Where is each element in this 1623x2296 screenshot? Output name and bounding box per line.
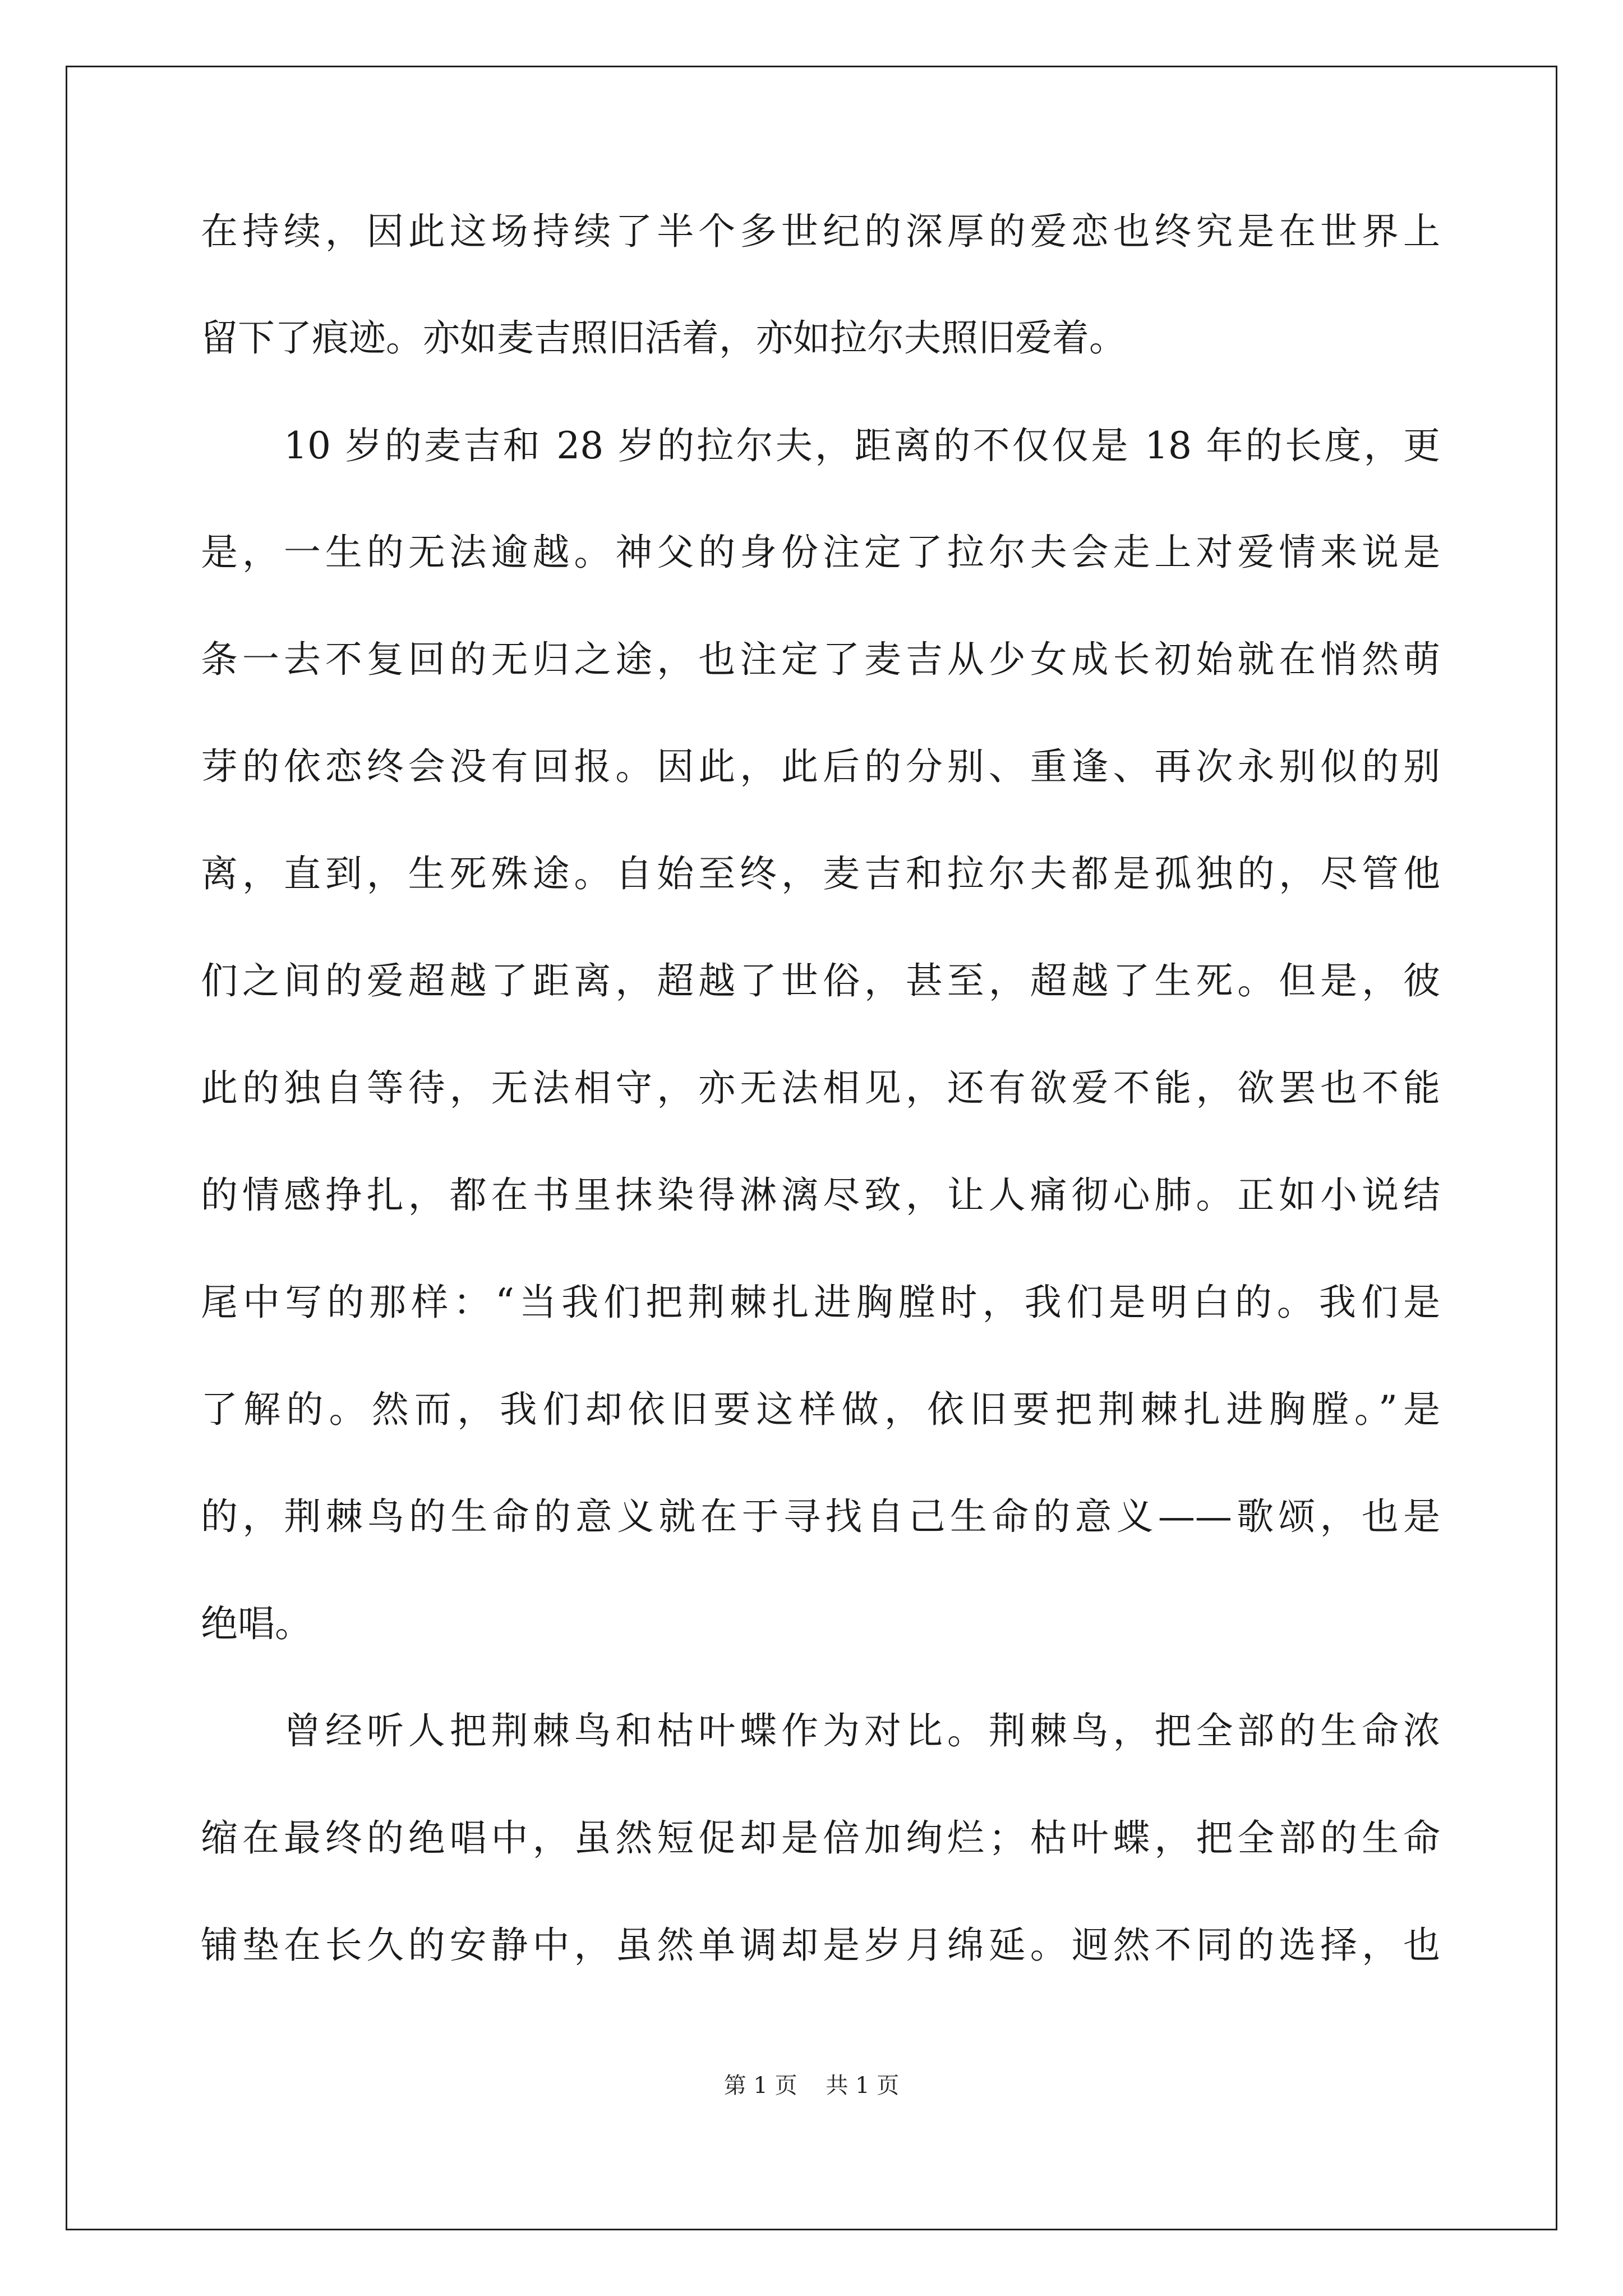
text-line: 们之间的爱超越了距离，超越了世俗，甚至，超越了生死。但是，彼 [201, 959, 1440, 1002]
text-line: 绝唱。 [201, 1602, 312, 1645]
page-number-footer: 第 1 页 共 1 页 [723, 2073, 900, 2099]
paragraph-first-line: 曾经听人把荆棘鸟和枯叶蝶作为对比。荆棘鸟，把全部的生命浓 [284, 1709, 1440, 1752]
text-line: 的，荆棘鸟的生命的意义就在于寻找自己生命的意义——歌颂，也是 [201, 1495, 1440, 1538]
text-line: 尾中写的那样：“当我们把荆棘扎进胸膛时，我们是明白的。我们是 [201, 1281, 1440, 1324]
text-line: 此的独自等待，无法相守，亦无法相见，还有欲爱不能，欲罢也不能 [201, 1066, 1440, 1110]
paragraph-first-line: 10 岁的麦吉和 28 岁的拉尔夫，距离的不仅仅是 18 年的长度，更 [284, 424, 1440, 467]
text-line: 的情感挣扎，都在书里抹染得淋漓尽致，让人痛彻心肺。正如小说结 [201, 1174, 1440, 1217]
text-line: 条一去不复回的无归之途，也注定了麦吉从少女成长初始就在悄然萌 [201, 638, 1440, 681]
text-line: 是，一生的无法逾越。神父的身份注定了拉尔夫会走上对爱情来说是 [201, 531, 1440, 574]
text-line: 芽的依恋终会没有回报。因此，此后的分别、重逢、再次永别似的别 [201, 745, 1440, 788]
text-line: 在持续，因此这场持续了半个多世纪的深厚的爱恋也终究是在世界上 [201, 210, 1440, 253]
text-line: 留下了痕迹。亦如麦吉照旧活着，亦如拉尔夫照旧爱着。 [201, 316, 1126, 360]
page-border [66, 66, 1557, 2230]
text-line: 缩在最终的绝唱中，虽然短促却是倍加绚烂；枯叶蝶，把全部的生命 [201, 1816, 1440, 1860]
text-line: 离，直到，生死殊途。自始至终，麦吉和拉尔夫都是孤独的，尽管他 [201, 852, 1440, 895]
text-line: 了解的。然而，我们却依旧要这样做，依旧要把荆棘扎进胸膛。”是 [201, 1388, 1440, 1431]
text-line: 铺垫在长久的安静中，虽然单调却是岁月绵延。迥然不同的选择，也 [201, 1924, 1440, 1967]
